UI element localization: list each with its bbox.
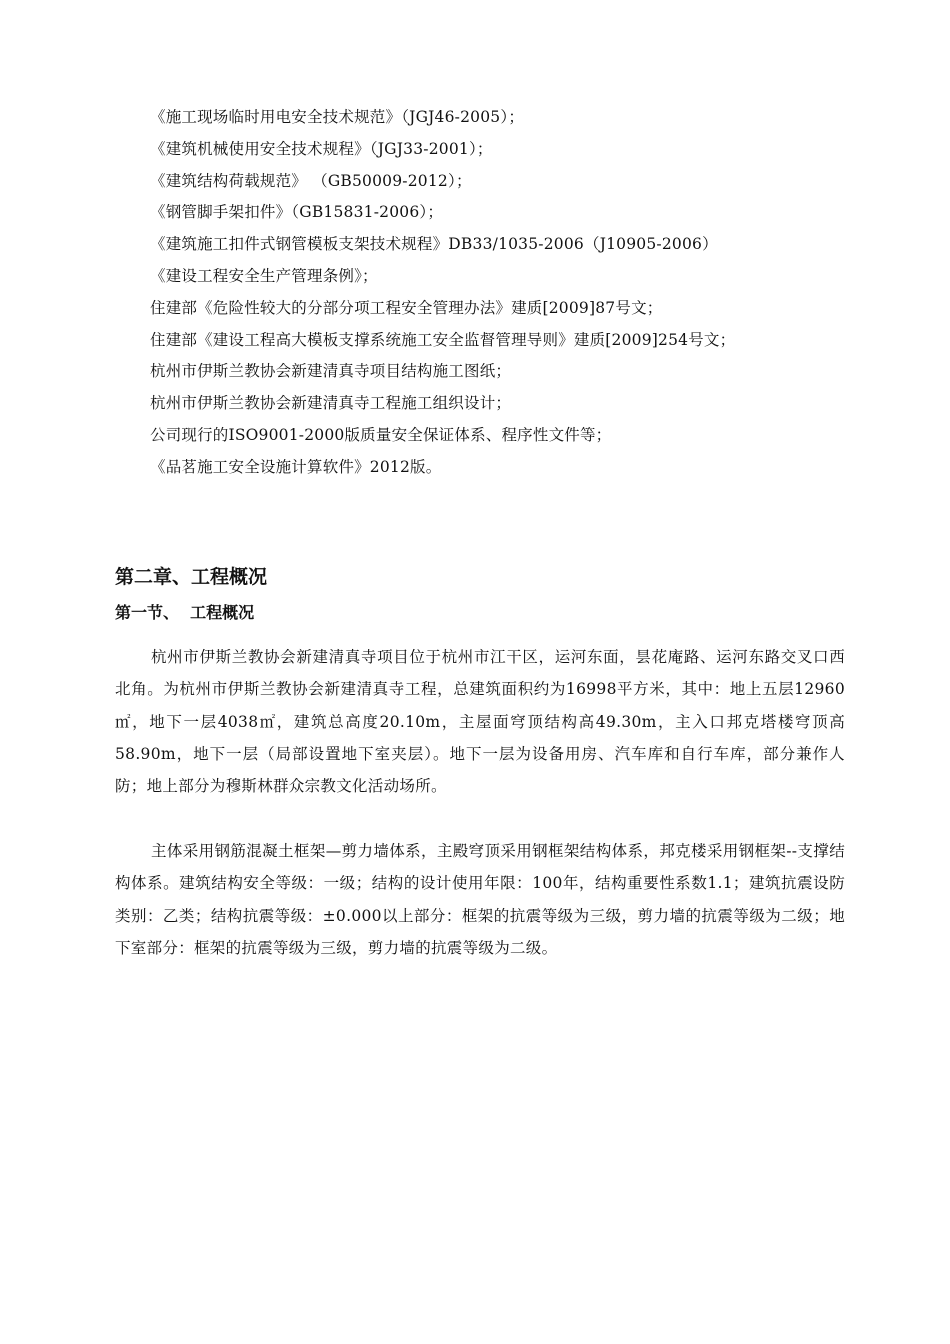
reference-item: 住建部《危险性较大的分部分项工程安全管理办法》建质[2009]87号文； <box>150 298 663 317</box>
reference-item: 《建设工程安全生产管理条例》； <box>150 266 378 285</box>
section-title: 第一节、 工程概况 <box>115 603 255 622</box>
reference-item: 《施工现场临时用电安全技术规范》（JGJ46-2005）； <box>150 108 525 126</box>
reference-item: 《钢管脚手架扣件》（GB15831-2006）； <box>150 203 444 222</box>
reference-item: 《建筑结构荷载规范》 （GB50009-2012）； <box>150 171 472 190</box>
reference-item: 《建筑施工扣件式钢管模板支架技术规程》DB33/1035-2006（J10905-2006） <box>150 235 718 254</box>
reference-item: 《建筑机械使用安全技术规程》（JGJ33-2001）； <box>150 139 493 158</box>
chapter-title: 第二章、工程概况 <box>115 566 268 588</box>
body-paragraph: 主体采用钢筋混凝土框架—剪力墙体系，主殿穹顶采用钢框架结构体系，邦克楼采用钢框架--支撑结构体系。建筑结构安全等级：一级；结构的设计使用年限：100年，结构重要性系数1.1；建筑抗震设防类别：乙类；结构抗震等级：±0.000以上部分：框架的抗震等级为三级，剪力墙的抗震等级为二级；地下室部分：框架的抗震等级为三级，剪力墙的抗震等级为二级。 <box>115 842 845 957</box>
reference-item: 住建部《建设工程高大模板支撑系统施工安全监督管理导则》建质[2009]254号文； <box>150 330 736 349</box>
reference-item: 杭州市伊斯兰教协会新建清真寺工程施工组织设计； <box>150 394 512 413</box>
reference-item: 公司现行的ISO9001-2000版质量安全保证体系、程序性文件等； <box>150 425 612 444</box>
reference-list <box>150 102 880 484</box>
reference-item: 杭州市伊斯兰教协会新建清真寺项目结构施工图纸； <box>150 362 512 381</box>
body-paragraph: 杭州市伊斯兰教协会新建清真寺项目位于杭州市江干区，运河东面，昙花庵路、运河东路交叉口西北角。为杭州市伊斯兰教协会新建清真寺工程，总建筑面积约为16998平方米，其中：地上五层12960㎡，地下一层4038㎡，建筑总高度20.10m，主屋面穹顶结构高49.30m，主入口邦克塔楼穹顶高58.90m，地下一层（局部设置地下室夹层）。地下一层为设备用房、汽车库和自行车库，部分兼作人防；地上部分为穆斯林群众宗教文化活动场所。 <box>115 648 845 796</box>
reference-item: 《品茗施工安全设施计算软件》2012版。 <box>150 457 442 476</box>
